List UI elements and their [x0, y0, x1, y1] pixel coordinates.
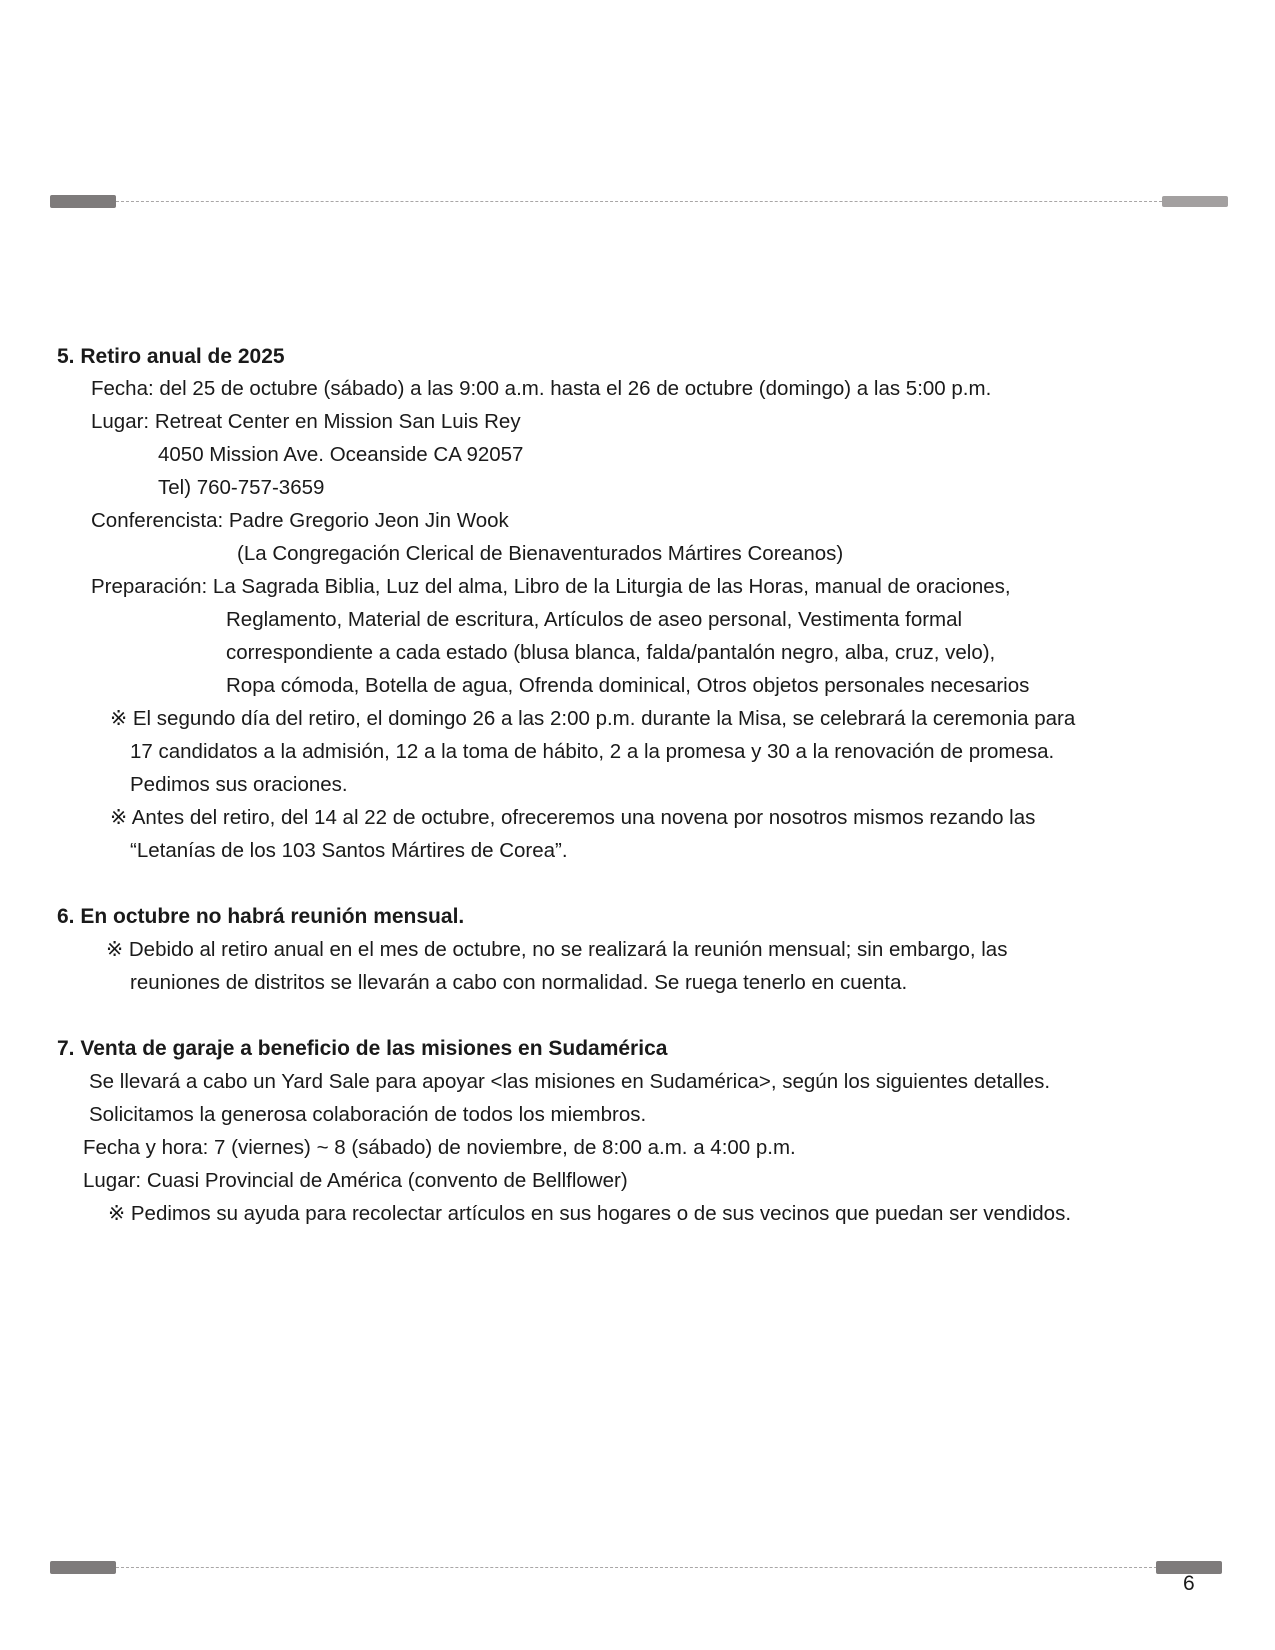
page-number: 6 [1183, 1572, 1195, 1595]
section-5-note-1-line-3: Pedimos sus oraciones. [130, 773, 348, 796]
section-5-preparation-line-4: Ropa cómoda, Botella de agua, Ofrenda dominical, Otros objetos personales necesarios [226, 674, 1030, 697]
section-5-phone: Tel) 760-757-3659 [158, 476, 325, 499]
section-7-place: Lugar: Cuasi Provincial de América (convento de Bellflower) [83, 1169, 628, 1192]
footer-rule-left-cap [50, 1561, 116, 1574]
header-rule-dashes [116, 201, 1162, 202]
section-5-speaker: Conferencista: Padre Gregorio Jeon Jin Wook [91, 509, 509, 532]
section-5-preparation-line-2: Reglamento, Material de escritura, Artículos de aseo personal, Vestimenta formal [226, 608, 963, 631]
section-7-intro-line-2: Solicitamos la generosa colaboración de todos los miembros. [89, 1103, 647, 1126]
header-rule-left-cap [50, 195, 116, 208]
section-6-note: ※ Debido al retiro anual en el mes de octubre, no se realizará la reunión mensual; sin embargo, las [106, 938, 1008, 961]
footer-rule [50, 1561, 1228, 1575]
section-5-date: Fecha: del 25 de octubre (sábado) a las 9:00 a.m. hasta el 26 de octubre (domingo) a las 5:00 p.m. [91, 377, 992, 400]
header-rule-right-cap [1162, 196, 1228, 207]
section-7-date: Fecha y hora: 7 (viernes) ~ 8 (sábado) de noviembre, de 8:00 a.m. a 4:00 p.m. [83, 1136, 796, 1159]
section-7-note: ※ Pedimos su ayuda para recolectar artículos en sus hogares o de sus vecinos que puedan ser vendidos. [108, 1202, 1072, 1225]
section-5-note-2: ※ Antes del retiro, del 14 al 22 de octubre, ofreceremos una novena por nosotros mismos rezando las [110, 806, 1036, 829]
section-5-note-1-line-2: 17 candidatos a la admisión, 12 a la toma de hábito, 2 a la promesa y 30 a la renovación de promesa. [130, 740, 1055, 763]
section-5-note-2-line-2: “Letanías de los 103 Santos Mártires de Corea”. [130, 839, 568, 862]
section-5-preparation: Preparación: La Sagrada Biblia, Luz del alma, Libro de la Liturgia de las Horas, manual de oraciones, [91, 575, 1011, 598]
section-7-intro: Se llevará a cabo un Yard Sale para apoyar <las misiones en Sudamérica>, según los siguientes detalles. [89, 1070, 1051, 1093]
section-5-speaker-congregation: (La Congregación Clerical de Bienaventurados Mártires Coreanos) [237, 542, 844, 565]
footer-rule-dashes [116, 1567, 1162, 1568]
header-rule [50, 195, 1228, 209]
section-5-preparation-line-3: correspondiente a cada estado (blusa blanca, falda/pantalón negro, alba, cruz, velo), [226, 641, 996, 664]
section-7-title: 7. Venta de garaje a beneficio de las misiones en Sudamérica [57, 1037, 668, 1060]
section-6-title: 6. En octubre no habrá reunión mensual. [57, 905, 465, 928]
section-5-note-1: ※ El segundo día del retiro, el domingo 26 a las 2:00 p.m. durante la Misa, se celebrará la ceremonia para [110, 707, 1076, 730]
section-6-note-line-2: reuniones de distritos se llevarán a cabo con normalidad. Se ruega tenerlo en cuenta. [130, 971, 908, 994]
section-5-place: Lugar: Retreat Center en Mission San Luis Rey [91, 410, 521, 433]
section-5-address: 4050 Mission Ave. Oceanside CA 92057 [158, 443, 524, 466]
section-5-title: 5. Retiro anual de 2025 [57, 345, 285, 368]
